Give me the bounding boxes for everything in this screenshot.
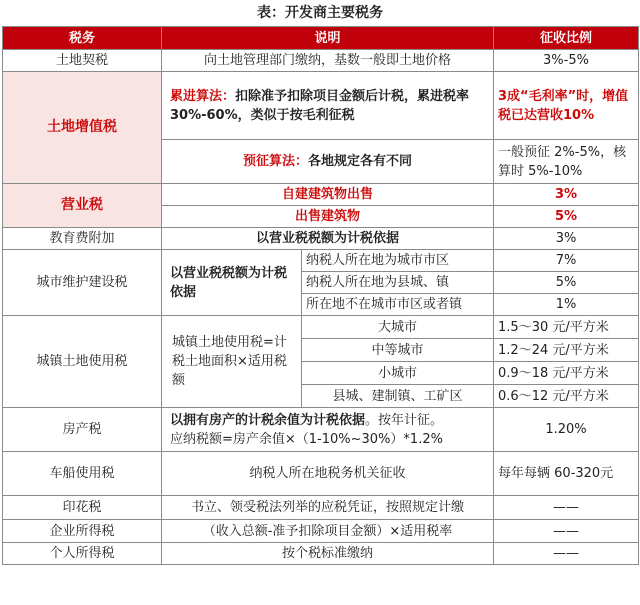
tax-desc: 按个税标准缴纳 [162, 543, 494, 565]
tax-name: 印花税 [3, 496, 162, 520]
tax-rate: 7% [494, 250, 639, 272]
tax-rate: 3% [494, 184, 639, 206]
tax-table [2, 26, 639, 565]
tax-desc: 自建建筑物出售 [162, 184, 494, 206]
property-basis: 以拥有房产的计税余值为计税依据 [170, 412, 366, 428]
table-row [3, 250, 639, 272]
tax-rate: 3%-5% [494, 50, 639, 72]
tax-rate: 0.6～12 元/平方米 [494, 385, 639, 408]
tax-rate: 1% [494, 294, 639, 316]
tax-name: 土地增值税 [3, 72, 162, 184]
tax-desc: （收入总额-准予扣除项目金额）×适用税率 [162, 520, 494, 543]
tax-rate: 一般预征 2%-5%，核算时 5%-10% [494, 140, 639, 184]
table-row [3, 50, 639, 72]
header-rate: 征收比例 [494, 27, 639, 50]
table-row [3, 316, 639, 339]
tax-rate: 3成“毛利率”时，增值税已达营收10% [494, 72, 639, 140]
tax-basis: 以营业税税额为计税依据 [162, 250, 302, 316]
table-title: 表：开发商主要税务 [257, 5, 383, 21]
table-row [3, 184, 639, 206]
tax-condition: 纳税人所在地为县城、镇 [302, 272, 494, 294]
tax-formula: 城镇土地使用税=计税土地面积×适用税额 [162, 316, 302, 408]
tax-desc: 出售建筑物 [162, 206, 494, 228]
tax-desc: 纳税人所在地税务机关征收 [162, 452, 494, 496]
table-row [3, 72, 639, 140]
tax-rate: 3% [494, 228, 639, 250]
tax-name: 城镇土地使用税 [3, 316, 162, 408]
tax-condition: 大城市 [302, 316, 494, 339]
tax-desc: 以营业税税额为计税依据 [162, 228, 494, 250]
tax-rate: 5% [494, 206, 639, 228]
table-row [3, 496, 639, 520]
table-row [3, 228, 639, 250]
tax-rate: —— [494, 543, 639, 565]
table-row [3, 543, 639, 565]
header-description: 说明 [162, 27, 494, 50]
tax-rate: 1.2～24 元/平方米 [494, 339, 639, 362]
tax-desc: 向土地管理部门缴纳，基数一般即土地价格 [162, 50, 494, 72]
tax-condition: 县城、建制镇、工矿区 [302, 385, 494, 408]
tax-name: 营业税 [3, 184, 162, 228]
tax-condition: 纳税人所在地为城市市区 [302, 250, 494, 272]
tax-rate: 每年每辆 60-320元 [494, 452, 639, 496]
prepay-label: 预征算法： [242, 154, 308, 169]
tax-desc [162, 408, 494, 452]
tax-desc [162, 140, 494, 184]
tax-rate: 0.9～18 元/平方米 [494, 362, 639, 385]
tax-name: 企业所得税 [3, 520, 162, 543]
tax-rate: 1.5～30 元/平方米 [494, 316, 639, 339]
tax-rate: 1.20% [494, 408, 639, 452]
tax-name: 教育费附加 [3, 228, 162, 250]
tax-condition: 所在地不在城市市区或者镇 [302, 294, 494, 316]
header-tax: 税务 [3, 27, 162, 50]
tax-desc: 书立、领受税法列举的应税凭证，按照规定计缴 [162, 496, 494, 520]
table-row [3, 452, 639, 496]
tax-condition: 小城市 [302, 362, 494, 385]
table-row [3, 520, 639, 543]
tax-name: 房产税 [3, 408, 162, 452]
tax-name: 个人所得税 [3, 543, 162, 565]
table-row [3, 408, 639, 452]
tax-name: 土地契税 [3, 50, 162, 72]
tax-desc [162, 72, 494, 140]
property-formula: 应纳税额=房产余值×（1-10%~30%）*1.2% [170, 431, 443, 447]
tax-rate: 5% [494, 272, 639, 294]
tax-rate: —— [494, 520, 639, 543]
progressive-label: 累进算法： [170, 88, 236, 104]
header-row [3, 27, 639, 50]
tax-condition: 中等城市 [302, 339, 494, 362]
tax-rate: —— [494, 496, 639, 520]
tax-name: 车船使用税 [3, 452, 162, 496]
property-basis-tail: 。按年计征。 [365, 412, 444, 428]
progressive-text: 扣除准予扣除项目金额后计税，累进税率30%-60%，类似于按毛利征税 [170, 88, 470, 123]
tax-name: 城市维护建设税 [3, 250, 162, 316]
prepay-text: 各地规定各有不同 [308, 154, 413, 169]
